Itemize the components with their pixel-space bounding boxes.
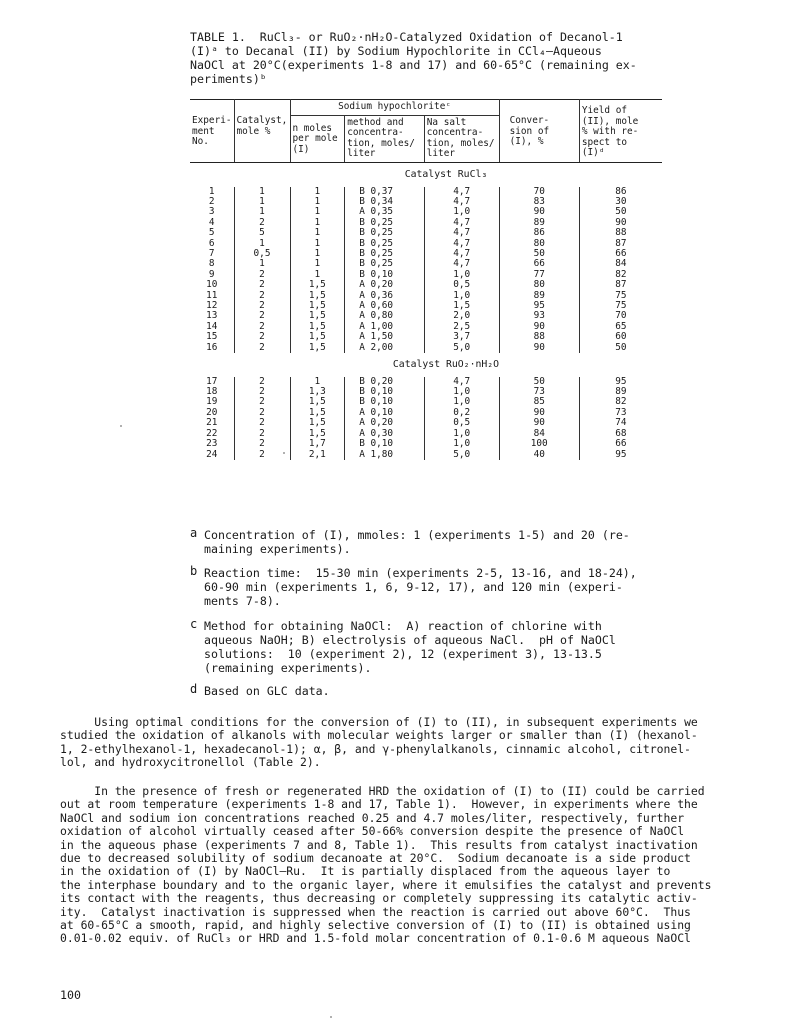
caption-line-4: periments)ᵇ — [190, 72, 267, 86]
header-yield: Yield of (II), mole % with re- spect to (I)ᵈ — [579, 100, 662, 163]
paragraph-2: In the presence of fresh or regenerated HRD the oxidation of (I) to (II) could be carried out at room temperature (experiments 1-8 and 17, Table 1). However, in experiments where the NaOCl and sodium ion concentrations reached 0.25 and 4.7 moles/liter, respectively, further oxidation of alcohol virtually ceased after 50-66% conversion despite the presence of NaOCl in the aqueous phase (experiments 7 and 8, Table 1). This results from catalyst inactivation due to decreased solubility of sodium decanoate at 20°C. Sodium decanoate is a side product in the oxidation of (I) by NaOCl—Ru. It is partially displaced from the aqueous layer to the interphase boundary and to the organic layer, where it emulsifies the catalyst and prevents its contact with the reagents, thus decreasing or completely suppressing its catalytic activ- ity. Catalyst inactivation is suppressed when the reaction is carried out above 60°C. Thus at 60-65°C a smooth, rapid, and highly selective conversion of (I) to (II) is obtained using 0.01-0.02 equiv. of RuCl₃ or HRD and 1.5-fold molar concentration of 0.1-0.6 M aqueous NaOCl — [60, 784, 712, 946]
footnote-a — [190, 528, 660, 556]
header-experiment: Experi- ment No. — [190, 100, 234, 163]
section-label-ruo2: Catalyst RuO₂·nH₂O — [392, 359, 500, 371]
caption-line-1: TABLE 1. RuCl₃- or RuO₂·nH₂O-Catalyzed Oxidation of Decanol-1 — [190, 30, 623, 44]
footnote-text: Based on GLC data. — [204, 684, 330, 698]
footnote-c — [190, 619, 660, 675]
footnote-text: Method for obtaining NaOCl: A) reaction of chlorine with aqueous NaOH; B) electrolysis of aqueous NaCl. pH of NaOCl solutions: 10 (experiment 2), 12 (experiment 3), 13-13.5 (remaining experiments). — [204, 619, 616, 675]
footnote-d — [190, 684, 660, 698]
data-table — [190, 99, 662, 460]
header-n-moles: n moles per mole (I) — [290, 115, 345, 162]
col-yield-group-1: 86 30 50 90 88 87 66 84 82 87 75 75 70 65 60 50 — [579, 187, 662, 354]
header-method: method and concentra- tion, moles/ liter — [345, 115, 425, 162]
paragraph-1: Using optimal conditions for the conversion of (I) to (II), in subsequent experiments we studied the oxidation of alkanols with molecular weights larger or smaller than (I) (hexanol- 1, 2-ethylhexanol-1, hexadecanol-1); α, β, and γ-phenylalkanols, cinnamic alcohol, citronel- lol, and hydroxycitronellol (Table 2). — [60, 715, 698, 770]
table-row — [190, 377, 662, 460]
col-n-moles-group-2: 1 1,3 1,5 1,5 1,5 1,5 1,7 2,1 — [290, 377, 345, 460]
header-conversion: Conver- sion of (I), % — [499, 100, 579, 163]
footnote-b — [190, 566, 660, 608]
footnote-mark: d — [190, 682, 198, 696]
footnote-text: Reaction time: 15-30 min (experiments 2-5, 13-16, and 18-24), 60-90 min (experiments 1, 6, 9-12, 17), and 120 min (experi- ments 7-8). — [204, 566, 637, 608]
col-exp-group-1: 1 2 3 4 5 6 7 8 9 10 11 12 13 14 15 16 — [206, 185, 218, 353]
header-na-salt: Na salt concentra- tion, moles/ liter — [424, 115, 499, 162]
col-conversion-group-1: 70 83 90 89 86 80 50 66 77 80 89 95 93 90 88 90 — [499, 187, 579, 354]
col-method-group-1: B 0,37 B 0,34 A 0,35 B 0,25 B 0,25 B 0,25 B 0,25 B 0,25 B 0,10 A 0,20 A 0,36 A 0,60 A 0,80 A 1,00 A 1,50 A 2,00 — [345, 187, 425, 354]
caption-line-2: (I)ᵃ to Decanal (II) by Sodium Hypochlorite in CCl₄—Aqueous — [190, 44, 602, 58]
footnote-mark: b — [190, 564, 198, 578]
col-conversion-group-2: 50 73 85 90 90 84 100 40 — [499, 377, 579, 460]
col-method-group-2: B 0,20 B 0,10 B 0,10 A 0,10 A 0,20 A 0,30 B 0,10 A 1,80 — [345, 377, 425, 460]
footnote-mark: c — [190, 617, 198, 631]
col-yield-group-2: 95 89 82 73 74 68 66 95 — [579, 377, 662, 460]
table-row — [190, 187, 662, 354]
col-na-salt-group-1: 4,7 4,7 1,0 4,7 4,7 4,7 4,7 4,7 1,0 0,5 1,0 1,5 2,0 2,5 3,7 5,0 — [424, 187, 499, 354]
scan-speck — [330, 1016, 332, 1018]
header-hypochlorite-group: Sodium hypochloriteᶜ — [290, 100, 499, 116]
col-n-moles-group-1: 1 1 1 1 1 1 1 1 1 1,5 1,5 1,5 1,5 1,5 1,5 1,5 — [290, 187, 345, 354]
col-exp-group-2: 17 18 19 20 21 22 23 24 — [206, 375, 218, 460]
caption-line-3: NaOCl at 20°C(experiments 1-8 and 17) and 60-65°C (remaining ex- — [190, 58, 637, 72]
header-catalyst: Catalyst, mole % — [234, 100, 290, 163]
footnote-text: Concentration of (I), mmoles: 1 (experiments 1-5) and 20 (re- maining experiments). — [204, 528, 630, 556]
scan-speck — [283, 452, 285, 454]
table-caption — [190, 30, 660, 86]
section-label-rucl3: Catalyst RuCl₃ — [404, 168, 488, 180]
col-catalyst-group-2: 2 2 2 2 2 2 2 2 — [234, 377, 290, 460]
col-na-salt-group-2: 4,7 1,0 1,0 0,2 0,5 1,0 1,0 5,0 — [424, 377, 499, 460]
scan-speck — [120, 425, 122, 427]
footnote-mark: a — [190, 526, 198, 540]
col-catalyst-group-1: 1 1 1 2 5 1 0,5 1 2 2 2 2 2 2 2 2 — [234, 187, 290, 354]
page-number: 100 — [60, 988, 81, 1002]
